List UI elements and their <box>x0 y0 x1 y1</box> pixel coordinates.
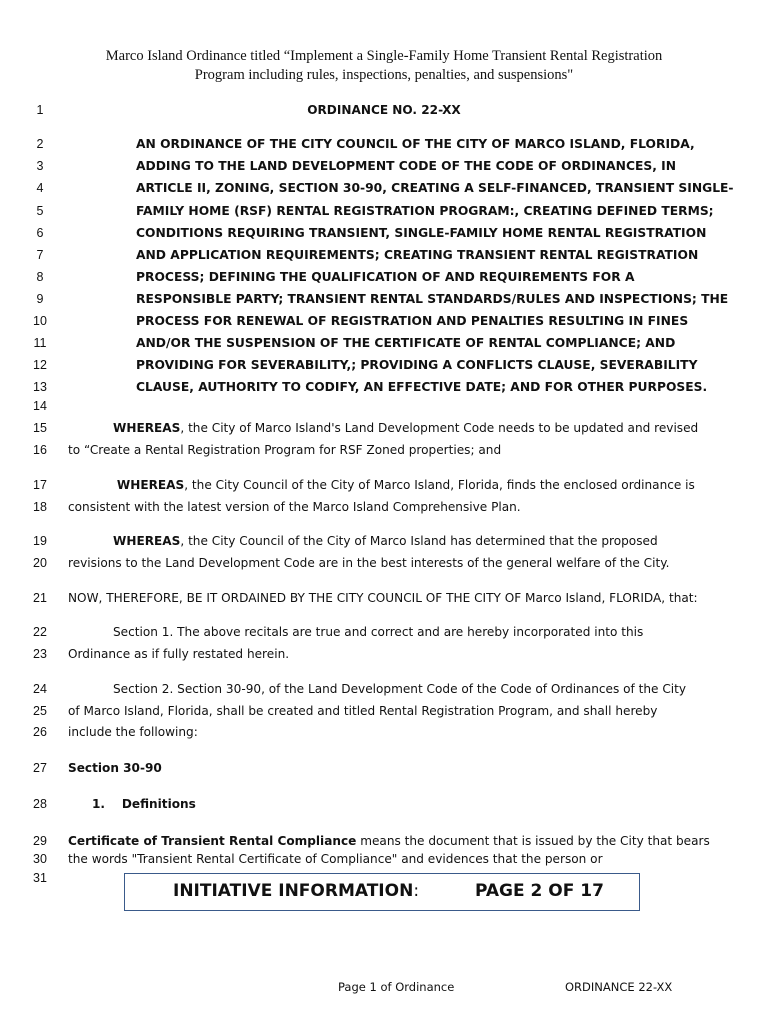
line-number: 14 <box>33 399 47 413</box>
whereas-label: WHEREAS <box>113 421 181 435</box>
line-number: 8 <box>36 270 44 284</box>
line-number: 19 <box>33 534 47 548</box>
whereas-paragraph-line <box>68 478 695 492</box>
header-line-2: Program including rules, inspections, penalties, and suspensions" <box>194 67 574 83</box>
ordinance-title-line: PROCESS; DEFINING THE QUALIFICATION OF AND REQUIREMENTS FOR A <box>136 270 635 284</box>
whereas-label: WHEREAS <box>113 534 181 548</box>
ordinance-title-line: PROCESS FOR RENEWAL OF REGISTRATION AND PENALTIES RESULTING IN FINES <box>136 314 689 328</box>
document-header <box>60 47 708 85</box>
definitions-heading: 1. Definitions <box>92 797 196 811</box>
ordinance-title-line: ADDING TO THE LAND DEVELOPMENT CODE OF THE CODE OF ORDINANCES, IN <box>136 159 677 173</box>
paragraph-line: revisions to the Land Development Code are in the best interests of the general welfare of the City. <box>68 556 670 570</box>
section-1-line: Section 1. The above recitals are true and correct and are hereby incorporated into this <box>113 625 644 639</box>
line-number: 6 <box>36 226 44 240</box>
line-number: 13 <box>33 380 47 394</box>
ordinance-title-line: AN ORDINANCE OF THE CITY COUNCIL OF THE CITY OF MARCO ISLAND, FLORIDA, <box>136 137 695 151</box>
ordinance-title-line: AND/OR THE SUSPENSION OF THE CERTIFICATE OF RENTAL COMPLIANCE; AND <box>136 336 676 350</box>
ordaining-clause: NOW, THEREFORE, BE IT ORDAINED BY THE CITY COUNCIL OF THE CITY OF Marco Island, FLORIDA, that: <box>68 591 698 605</box>
line-number: 30 <box>33 852 47 866</box>
ordinance-number: ORDINANCE NO. 22-XX <box>307 103 461 117</box>
line-number: 5 <box>36 204 44 218</box>
section-2-line: Section 2. Section 30-90, of the Land Development Code of the Code of Ordinances of the City <box>113 682 687 696</box>
paragraph-text: , the City of Marco Island's Land Development Code needs to be updated and revised <box>180 421 699 435</box>
paragraph-line: to “Create a Rental Registration Program for RSF Zoned properties; and <box>68 443 502 457</box>
whereas-paragraph-line <box>68 421 698 435</box>
defined-term: Certificate of Transient Rental Compliance <box>68 834 357 848</box>
paragraph-line: the words "Transient Rental Certificate of Compliance" and evidences that the person or <box>68 852 603 866</box>
paragraph-text: , the City Council of the City of Marco Island has determined that the proposed <box>180 534 658 548</box>
paragraph-text: , the City Council of the City of Marco Island, Florida, finds the enclosed ordinance is <box>184 478 695 492</box>
line-number: 9 <box>36 292 44 306</box>
line-number: 20 <box>33 556 47 570</box>
ordinance-title-line: PROVIDING FOR SEVERABILITY,; PROVIDING A CONFLICTS CLAUSE, SEVERABILITY <box>136 358 698 372</box>
line-number: 2 <box>36 137 44 151</box>
line-number: 17 <box>33 478 47 492</box>
banner-colon: : <box>413 881 420 901</box>
paragraph-line: include the following: <box>68 725 198 739</box>
paragraph-text: means the document that is issued by the City that bears <box>356 834 710 848</box>
whereas-paragraph-line <box>68 534 658 548</box>
line-number: 31 <box>33 871 47 885</box>
ordinance-title-line: FAMILY HOME (RSF) RENTAL REGISTRATION PROGRAM:, CREATING DEFINED TERMS; <box>136 204 714 218</box>
ordinance-title-line: AND APPLICATION REQUIREMENTS; CREATING TRANSIENT RENTAL REGISTRATION <box>136 248 699 262</box>
line-number: 26 <box>33 725 47 739</box>
banner-title <box>173 881 419 901</box>
line-number: 16 <box>33 443 47 457</box>
banner-title-text: INITIATIVE INFORMATION <box>173 881 414 901</box>
line-number: 7 <box>36 248 44 262</box>
line-number: 28 <box>33 797 47 811</box>
line-number: 10 <box>33 314 47 328</box>
ordinance-title-line: CLAUSE, AUTHORITY TO CODIFY, AN EFFECTIVE DATE; AND FOR OTHER PURPOSES. <box>136 380 708 394</box>
line-number: 27 <box>33 761 47 775</box>
line-number: 29 <box>33 834 47 848</box>
line-number: 12 <box>33 358 47 372</box>
line-number: 1 <box>36 103 44 117</box>
line-number: 22 <box>33 625 47 639</box>
initiative-info-banner <box>124 873 640 911</box>
section-heading: Section 30-90 <box>68 761 162 775</box>
line-number: 3 <box>36 159 44 173</box>
footer-ordinance-number: ORDINANCE 22-XX <box>565 980 673 994</box>
line-number: 18 <box>33 500 47 514</box>
ordinance-title-line: ARTICLE II, ZONING, SECTION 30-90, CREATING A SELF-FINANCED, TRANSIENT SINGLE- <box>136 181 734 195</box>
footer-page-number: Page 1 of Ordinance <box>338 980 455 994</box>
ordinance-title-line: RESPONSIBLE PARTY; TRANSIENT RENTAL STANDARDS/RULES AND INSPECTIONS; THE <box>136 292 729 306</box>
definition-line <box>68 834 710 848</box>
paragraph-line: consistent with the latest version of the Marco Island Comprehensive Plan. <box>68 500 521 514</box>
paragraph-line: Ordinance as if fully restated herein. <box>68 647 290 661</box>
line-number: 21 <box>33 591 47 605</box>
ordinance-title-line: CONDITIONS REQUIRING TRANSIENT, SINGLE-FAMILY HOME RENTAL REGISTRATION <box>136 226 707 240</box>
line-number: 4 <box>36 181 44 195</box>
whereas-label: WHEREAS <box>116 478 185 492</box>
line-number: 11 <box>33 336 47 350</box>
paragraph-line: of Marco Island, Florida, shall be created and titled Rental Registration Program, and shall hereby <box>68 704 658 718</box>
line-number: 24 <box>33 682 47 696</box>
line-number: 25 <box>33 704 47 718</box>
line-number: 15 <box>33 421 47 435</box>
line-number: 23 <box>33 647 47 661</box>
header-line-1: Marco Island Ordinance titled “Implement a Single-Family Home Transient Rental Registration <box>105 48 663 64</box>
banner-page-count: PAGE 2 OF 17 <box>475 881 604 901</box>
